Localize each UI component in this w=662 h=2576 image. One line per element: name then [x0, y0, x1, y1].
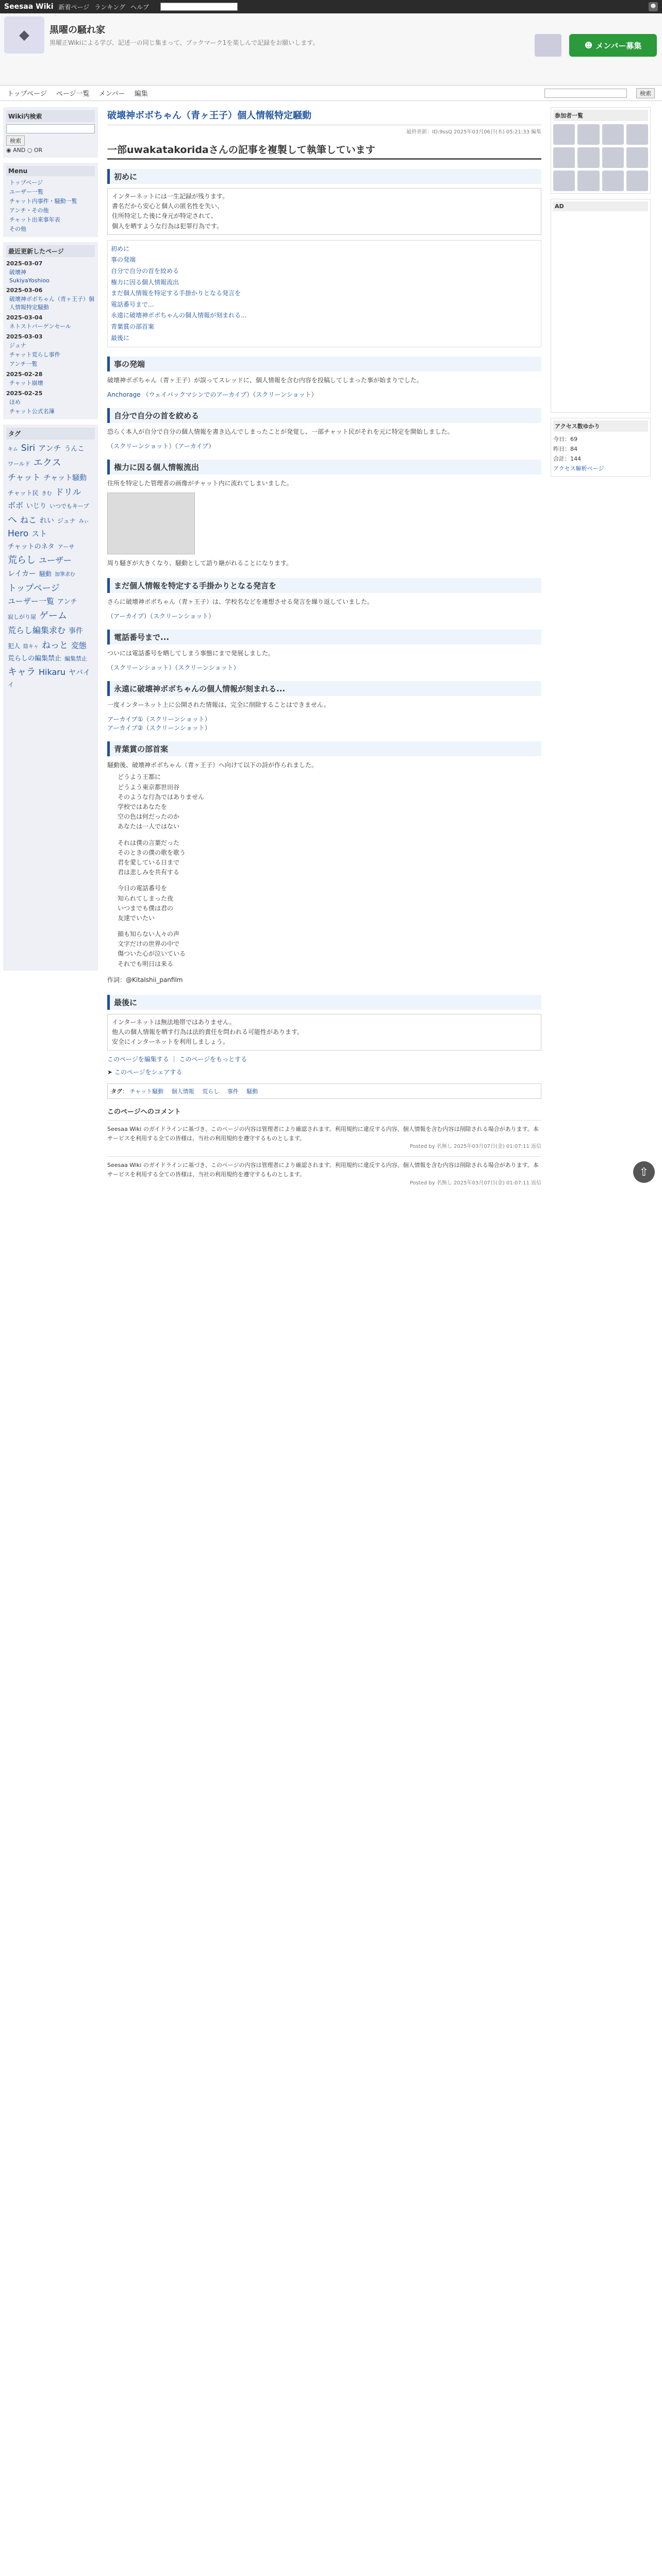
archive-link[interactable]: アーカイブ② [107, 724, 143, 732]
poem-line: 文字だけの世界の中で [118, 940, 180, 948]
tag-cloud-item[interactable]: 荒らし [8, 555, 36, 566]
poem-line: いつまでも僕は君の [118, 904, 174, 912]
poem-line: 君を愛している日まで [118, 858, 180, 866]
menu-item-users[interactable]: ユーザー一覧 [9, 189, 43, 195]
members-title: 参加者一覧 [553, 110, 648, 121]
section-heading-still: まだ個人情報を特定する手掛かりとなる発言を [107, 578, 541, 593]
recent-pages-title: 最近更新したページ [6, 245, 95, 257]
menu-item-timeline[interactable]: チャット出来事年表 [9, 216, 60, 223]
member-avatar[interactable] [602, 171, 624, 191]
final-box [107, 1014, 541, 1051]
member-avatar[interactable] [553, 147, 575, 168]
tag-cloud-item[interactable]: 編集禁止 [64, 655, 88, 662]
archive-link[interactable]: アーカイブ [113, 613, 144, 620]
intro-line: 住所特定した後に身元が特定されて、 [112, 212, 217, 220]
ad-title: AD [553, 201, 648, 211]
topbar-link-new[interactable]: 新着ページ [58, 3, 90, 11]
source-link[interactable]: Anchorage [107, 391, 141, 398]
section-heading-intro: 初めに [107, 169, 541, 184]
poem-line: そのような行為ではありません [118, 793, 205, 801]
tag-cloud-item[interactable]: 犯人 [8, 642, 21, 650]
poem-line: 今日の電話番号を [118, 885, 168, 892]
recent-date: 2025-03-06 [6, 287, 43, 294]
toc-link[interactable]: まだ個人情報を特定する手掛かりとなる発言を [111, 290, 241, 297]
page-tag[interactable]: チャット騒動 [129, 1088, 164, 1095]
tag-cloud-item[interactable]: Siri [21, 443, 36, 453]
section-heading-start: 事の発端 [107, 357, 541, 371]
page-tags: タグ： チャット騒動 個人情報 荒らし 事件 騒動 [107, 1083, 541, 1099]
tag-cloud-item[interactable]: ヤバイ [68, 669, 90, 677]
wiki-search-box [3, 107, 98, 158]
menu-item-incidents[interactable]: チャット内事件・騒動一覧 [9, 198, 77, 205]
section-heading-leak: 権力に因る個人情報流出 [107, 460, 541, 474]
nav-members[interactable]: メンバー [98, 90, 125, 98]
tag-cloud-item[interactable]: 加筆求む [54, 572, 75, 578]
member-recruit-button[interactable] [569, 34, 657, 57]
poem-line: 顔も知らない人々の声 [118, 930, 180, 938]
intro-line: インターネットには一生記録が残ります。 [112, 193, 228, 200]
tag-cloud-item[interactable]: チャットのネタ [8, 543, 55, 551]
poem-stanza [118, 772, 541, 832]
tag-cloud-item[interactable]: ねこ [20, 515, 37, 525]
poem-line: 友達でいたい [118, 914, 155, 922]
access-value: 84 [570, 446, 577, 452]
toc-link[interactable]: 最後に [111, 334, 130, 342]
poem-author: 作詞：@KitaIshii_panfilm [107, 976, 183, 984]
intro-line: 個人を晒すような行為は犯罪行為です。 [112, 222, 223, 230]
menu-item-top[interactable]: トップページ [9, 179, 43, 186]
section-heading-phone: 電話番号まで... [107, 630, 541, 645]
recent-page-link[interactable]: ネトストバーゲンセール [9, 323, 71, 330]
menu-item-other[interactable]: その他 [9, 226, 26, 232]
section-text: 騒動後、破壊神ボボちゃん（青ヶ王子）へ向けて以下の詩が作られました。 [107, 761, 318, 769]
nav-bar [0, 86, 662, 101]
final-line: 他人の個人情報を晒す行為は法的責任を問われる可能性があります。 [112, 1028, 304, 1036]
access-value: 144 [570, 455, 581, 462]
tag-cloud-item[interactable]: へ [8, 515, 17, 526]
comment-meta: Posted by 名無し 2025年03月07日(金) 01:07:11 返信 [409, 1144, 541, 1150]
tag-cloud-item[interactable]: 寂しがり屋 [8, 614, 36, 620]
section-text: 一度インターネット上に公開された情報は、完全に削除することはできません。 [107, 701, 330, 708]
access-label: 今日： [553, 436, 570, 443]
archive-link[interactable]: ウェイバックマシンでのアーカイブ [148, 391, 247, 398]
recent-page-link[interactable]: ジュナ [9, 342, 26, 349]
page-tag[interactable]: 騒動 [246, 1088, 258, 1095]
screenshot-link[interactable]: スクリーンショット [256, 391, 311, 398]
toc-link[interactable]: 永遠に破壊神ボボちゃんの個人情報が刻まれる... [111, 312, 247, 319]
access-analytics-link[interactable]: アクセス解析ページ [553, 465, 604, 472]
more-page-link[interactable]: このページをもっとする [179, 1056, 247, 1063]
ad-slot[interactable] [553, 214, 648, 410]
poem-line: 傷ついた心が泣いている [118, 950, 186, 958]
member-avatar[interactable] [553, 171, 575, 191]
tag-cloud-item[interactable]: 変態 [71, 641, 87, 650]
recent-date: 2025-02-25 [6, 390, 43, 397]
header-banner-icon [535, 34, 561, 57]
final-line: 安全にインターネットを利用しましょう。 [112, 1038, 229, 1046]
tag-cloud-item[interactable]: イ [8, 681, 14, 688]
left-sidebar [0, 104, 101, 1197]
tag-cloud-item[interactable]: レイカー [8, 570, 36, 578]
site-description: 黒曜正Wikiによる学び、記述一の同じ集まって、ブックマーク1を楽しんで記録をお願いします。 [49, 39, 319, 46]
poem-line: あなたは一人ではない [118, 823, 180, 831]
tag-cloud-item[interactable]: スト [31, 529, 47, 538]
nav-search-input[interactable] [544, 89, 627, 98]
recent-date: 2025-03-07 [6, 260, 43, 267]
tag-cloud-item[interactable]: 騒動 [39, 570, 52, 578]
section-text: 破壊神ボボちゃん（青ヶ王子）が誤ってスレッドに、個人情報を含む内容を投稿してしまった事が始まりでした。 [107, 377, 423, 384]
recent-page-link[interactable]: チャット荒らし事件 [9, 351, 60, 358]
screenshot-link[interactable]: スクリーンショット [153, 613, 209, 620]
tag-cloud-item[interactable]: ワールド [8, 461, 30, 467]
table-of-contents [107, 240, 541, 347]
member-avatar[interactable] [626, 171, 648, 191]
section-text: ついには電話番号を晒してしまう事態にまで発展しました。 [107, 650, 275, 657]
site-header [0, 13, 662, 86]
member-avatar[interactable] [553, 124, 575, 145]
recent-page-link[interactable]: チャット崩壊 [9, 380, 43, 386]
tag-cloud-items [6, 442, 95, 690]
tag-cloud-item[interactable]: いじり [26, 502, 47, 510]
tag-cloud-item[interactable]: 荒らしの編集禁止 [8, 655, 62, 663]
poem-line: そのときの僕の歌を歌う [118, 849, 186, 856]
toc-link[interactable]: 初めに [111, 245, 130, 252]
member-avatar[interactable] [626, 124, 648, 145]
section-text: 住所を特定した管理者の画像がチャット内に流れてしまいました。 [107, 479, 293, 487]
wiki-search-button[interactable]: 検索 [6, 135, 25, 146]
archive-link[interactable]: アーカイブ① [107, 715, 143, 723]
member-avatar[interactable] [577, 124, 599, 145]
tag-cloud-item[interactable]: 陰キャ [23, 644, 39, 650]
poem-line: それは僕の言葉だった [118, 839, 180, 846]
screenshot-link[interactable]: スクリーンショット [178, 664, 234, 671]
site-title[interactable]: 黒曜の騒れ家 [49, 25, 105, 36]
recent-page-link[interactable]: チャット公式名簿 [9, 408, 55, 415]
section-heading-poem: 青葉賞の部首案 [107, 741, 541, 756]
page-meta: 最終更新：ID:9ssQ 2025年03月06日(木) 05:21:33 編集 [406, 129, 541, 135]
top-bar [0, 0, 662, 13]
comment [107, 1120, 541, 1151]
tag-cloud-item[interactable]: アンチ [57, 598, 77, 606]
right-sidebar [548, 104, 654, 1197]
radio-or-label: OR [34, 147, 43, 154]
tag-cloud-item[interactable]: アンチ [38, 444, 61, 453]
comment-text: Seesaa Wiki のガイドラインに基づき、このページの内容は管理者により確認されます。利用規約に違反する内容、個人情報を含む内容は削除される場合があります。本サービスを利用する全ての皆様は、当社の利用規約を遵守するものとします。 [107, 1162, 539, 1178]
tag-cloud-item[interactable]: ジュナ [57, 517, 76, 524]
screenshot-link[interactable]: スクリーンショット [149, 715, 205, 723]
tag-cloud-item[interactable]: アーサ [57, 544, 75, 550]
screenshot-link[interactable]: スクリーンショット [113, 442, 169, 450]
topbar-link-help[interactable]: ヘルプ [130, 3, 149, 11]
page-tag[interactable]: 荒らし [202, 1088, 220, 1095]
page-tag[interactable]: 個人情報 [171, 1088, 194, 1095]
recent-page-link[interactable]: 破壊神ボボちゃん（青ヶ王子）個人情報特定騒動 [9, 296, 94, 311]
tag-cloud-item[interactable]: トップページ [8, 583, 60, 594]
access-box [551, 418, 651, 477]
recent-page-link[interactable]: ほめ [9, 399, 21, 405]
member-avatar[interactable] [602, 147, 624, 168]
comment-text: Seesaa Wiki のガイドラインに基づき、このページの内容は管理者により確認されます。利用規約に違反する内容、個人情報を含む内容は削除される場合があります。本サービスを利用する全ての皆様は、当社の利用規約を遵守するものとします。 [107, 1126, 539, 1142]
section-heading-forever: 永遠に破壊神ボボちゃんの個人情報が刻まれる... [107, 681, 541, 696]
share-link[interactable]: このページをシェアする [114, 1069, 183, 1076]
poem-stanza [118, 838, 541, 878]
tag-cloud-item[interactable]: キャラ [8, 667, 36, 677]
tag-cloud-item[interactable]: Hero [8, 529, 29, 539]
tag-cloud-item[interactable]: チャット騒動 [43, 474, 87, 482]
tag-cloud-item[interactable]: エクス [33, 457, 61, 468]
tag-cloud-item[interactable]: ドリル [55, 487, 81, 498]
section-heading-self: 自分で自分の首を絞める [107, 408, 541, 423]
tag-cloud-item[interactable]: Hikaru [39, 667, 65, 677]
people-icon: ☻ [584, 41, 593, 50]
recent-date: 2025-02-28 [6, 371, 43, 378]
main-content: 破壊神ボボちゃん（青ヶ王子）個人情報特定騒動 最終更新：ID:9ssQ 2025年03月06日(木) 05:21:33 編集 一部uwakatakoridaさんの記事を複製して執筆しています 初めに インターネットには一生記録が残ります。 書名だから安心と個人の匿名性を失い、 住所特定した後に身元が特定されて、 個人を晒すような行為は犯罪行為です。 初めに 事の発端 自分で自分の首を絞める 権力に因る個人情報流出 まだ個人情報を特定する手掛かりとなる発言を 電話番号まで... 永遠に破壊神ボボちゃんの個人情報が刻まれる... 青葉賞の部首案 最後に 事の発端 破壊神ボボちゃん（青ヶ王子）が誤ってスレッドに、個人情報を含む内容を投稿してしまった事が始まりでした。 Anchorage （ウェイバックマシンでのアーカイブ）（スクリーンショット） 自分で自分の首を絞める 恐らく本人が自分で自分の個人情報を書き込んでしまったことが発覚し、一部チャット民がそれを元に特定を開始しました。 （スクリーンショット）（アーカイブ） 権力に因る個人情報流出 住所を特定した管理者の画像がチャット内に流れてしまいました。 周り騒ぎが大きくなり、騒動として語り継がれることになります。 まだ個人情報を特定する手掛かりとなる発言を さらに破壊神ボボちゃん（青ヶ王子）は、学校名などを連想させる発言を繰り返していました。 （アーカイブ）（スクリーンショット） 電話番号まで... ついには電話番号を晒してしまう事態にまで発展しました。 （スクリーンショット）（スクリーンショット） 永遠に破壊神ボボちゃんの個人情報が刻まれる... 一度インターネット上に公開された情報は、完全に削除することはできません。 アーカイブ①（スクリーンショット） アーカイブ②（スクリーンショット） 青葉賞の部首案 騒動後、破壊神ボボちゃん（青ヶ王子）へ向けて以下の詩が作られました。 どうよう王都に どうよう東京都世田谷 そのような行為ではありません 学校ではあなたを 空の色は何だったのか あなたは一人ではない それは僕の言葉だった そのときの僕の歌を歌う 君を愛している日まで 君は悲しみを共有する 今日の電話番号を 知られてしまった夜 いつまでも僕は君の 友達でいたい 顔も知らない人々の声 文字だけの世界の中で 傷ついた心が泣いている それでも明日は来る 作詞：@KitaIshii_panfilm 最後に インターネットは無法地帯ではありません。 他人の個人情報を晒す行為は法的責任を問われる可能性があります。 安全にインターネットを利用しましょう。 このページを編集する ｜ このページをもっとする ➤ このページをシェアする タグ： チャット騒動 個人情報 荒らし 事件 騒動 このページへのコメント Seesaa Wiki のガイドラインに基づき、このページの内容は管理者により確認されます。利用規約に違反する内容、個人情報を含む内容は削除される場合があります。本サービスを利用する全ての皆様は、当社の利用規約を遵守するものとします。 Posted by 名無し 2025年03月07日(金) 01:07:11 返信 Seesaa Wiki のガイドラインに基づき、このページの内容は管理者により確認されます。利用規約に違反する内容、個人情報を含む内容は削除される場合があります。本サービスを利用する全ての皆様は、当社の利用規約を遵守するものとします。 Posted by 名無し 2025年03月07日(金) 01:07:11 返信 [101, 104, 548, 1197]
access-label: 合計： [553, 455, 570, 462]
toc-link[interactable]: 事の発端 [111, 256, 136, 264]
tag-cloud-item[interactable]: いつでもキープ [49, 503, 89, 510]
member-avatar[interactable] [626, 147, 648, 168]
toc-link[interactable]: 青葉賞の部首案 [111, 323, 155, 330]
screenshot-image[interactable] [107, 493, 195, 554]
members-box [551, 107, 651, 194]
poem-stanza [118, 884, 541, 923]
access-label: 昨日： [553, 446, 570, 452]
toc-link[interactable]: 権力に因る個人情報流出 [111, 278, 179, 286]
recent-page-link[interactable]: アンチ一覧 [9, 361, 38, 367]
site-logo-icon[interactable]: ◆ [4, 16, 44, 54]
recent-page-link[interactable]: 破壊神 [9, 269, 26, 276]
screenshot-link[interactable]: スクリーンショット [149, 724, 205, 732]
tag-cloud-item[interactable]: チャット民 [8, 489, 39, 497]
tag-cloud-item[interactable]: みぃ [78, 519, 89, 524]
radio-and[interactable]: ◉ [6, 147, 13, 154]
wiki-search-title: Wiki内検索 [6, 110, 95, 122]
share-icon: ➤ [107, 1069, 114, 1076]
tag-cloud-item[interactable]: キム [8, 447, 18, 452]
topbar-link-ranking[interactable]: ランキング [94, 3, 125, 11]
tag-cloud-item[interactable]: チャット [8, 472, 41, 482]
poem-line: 空の色は何だったのか [118, 813, 180, 821]
recent-pages-box [3, 242, 98, 419]
poem-line: 君は悲しみを共有する [118, 869, 180, 876]
member-avatar[interactable] [577, 147, 599, 168]
recent-date: 2025-03-03 [6, 333, 43, 340]
access-title: アクセス数ゆかり [553, 420, 648, 432]
menu-title: Menu [6, 166, 95, 176]
lead-heading: 一部uwakatakoridaさんの記事を複製して執筆しています [107, 139, 541, 160]
edit-page-link[interactable]: このページを編集する [107, 1056, 169, 1063]
tag-cloud-item[interactable]: ユーザー [39, 555, 72, 565]
scroll-to-top-icon[interactable]: ⇧ [633, 1161, 655, 1183]
radio-and-label: AND [13, 147, 26, 154]
tag-cloud-item[interactable]: ゲーム [39, 611, 67, 621]
page-title: 破壊神ボボちゃん（青ヶ王子）個人情報特定騒動 [107, 108, 541, 125]
nav-search-button[interactable]: 検索 [636, 88, 655, 98]
user-icon[interactable]: ☻ [649, 2, 658, 11]
section-text: 恐らく本人が自分で自分の個人情報を書き込んでしまったことが発覚し、一部チャット民がそれを元に特定を開始しました。 [107, 428, 454, 435]
archive-link[interactable]: アーカイブ [178, 442, 209, 450]
comment-meta: Posted by 名無し 2025年03月07日(金) 01:07:11 返信 [409, 1180, 541, 1186]
poem-line: どうよう王都に [118, 773, 161, 781]
final-line: インターネットは無法地帯ではありません。 [112, 1018, 236, 1026]
tag-cloud-title: タグ [6, 428, 95, 439]
tag-cloud-item[interactable]: ボボ [8, 501, 24, 510]
poem-line: それでも明日は来る [118, 960, 174, 968]
screenshot-link[interactable]: スクリーンショット [113, 664, 169, 671]
tag-cloud-item[interactable]: ユーザー一覧 [8, 597, 55, 606]
radio-or[interactable]: ○ [27, 147, 34, 154]
section-heading-last: 最後に [107, 995, 541, 1010]
tag-cloud-item[interactable]: きむ [41, 491, 52, 497]
comment [107, 1156, 541, 1187]
tag-cloud-item[interactable]: 荒らし編集求む [8, 625, 66, 635]
tag-cloud-item[interactable]: れい [40, 517, 55, 525]
section-text: さらに破壊神ボボちゃん（青ヶ王子）は、学校名などを連想させる発言を繰り返していました。 [107, 598, 374, 606]
tag-cloud-item[interactable]: うんこ [64, 445, 85, 453]
member-avatar[interactable] [602, 124, 624, 145]
comments-title: このページへのコメント [107, 1108, 181, 1116]
intro-box [107, 188, 541, 235]
brand-logo[interactable]: Seesaa Wiki [4, 3, 54, 11]
recent-date: 2025-03-04 [6, 314, 43, 321]
menu-box [3, 163, 98, 237]
intro-line: 書名だから安心と個人の匿名性を失い、 [112, 202, 224, 210]
page-tag[interactable]: 事件 [227, 1088, 239, 1095]
menu-item-anti[interactable]: アンチ・その他 [9, 207, 49, 214]
toc-link[interactable]: 自分で自分の首を絞める [111, 267, 179, 275]
poem-stanza [118, 929, 541, 969]
member-recruit-label: メンバー募集 [595, 41, 642, 50]
tag-cloud-item[interactable]: 事件 [69, 627, 84, 635]
ad-box [551, 199, 651, 413]
access-value: 69 [570, 436, 577, 443]
tag-cloud-item[interactable]: ねっと [42, 640, 69, 651]
section-text: 周り騒ぎが大きくなり、騒動として語り継がれることになります。 [107, 560, 293, 567]
tag-cloud [3, 425, 98, 971]
page-tags-label: タグ [111, 1088, 122, 1095]
recent-page-link[interactable]: SukiyaYoshioo [9, 277, 49, 284]
topbar-search-input[interactable] [160, 3, 238, 11]
nav-edit[interactable]: 編集 [134, 90, 148, 98]
nav-page-list[interactable]: ページ一覧 [56, 90, 90, 98]
nav-top[interactable]: トップページ [7, 90, 47, 98]
wiki-search-input[interactable] [6, 124, 95, 133]
poem-line: 知られてしまった夜 [118, 894, 174, 902]
member-avatar[interactable] [577, 171, 599, 191]
poem-line: 学校ではあなたを [118, 803, 168, 811]
poem-line: どうよう東京都世田谷 [118, 783, 180, 791]
toc-link[interactable]: 電話番号まで... [111, 300, 154, 308]
